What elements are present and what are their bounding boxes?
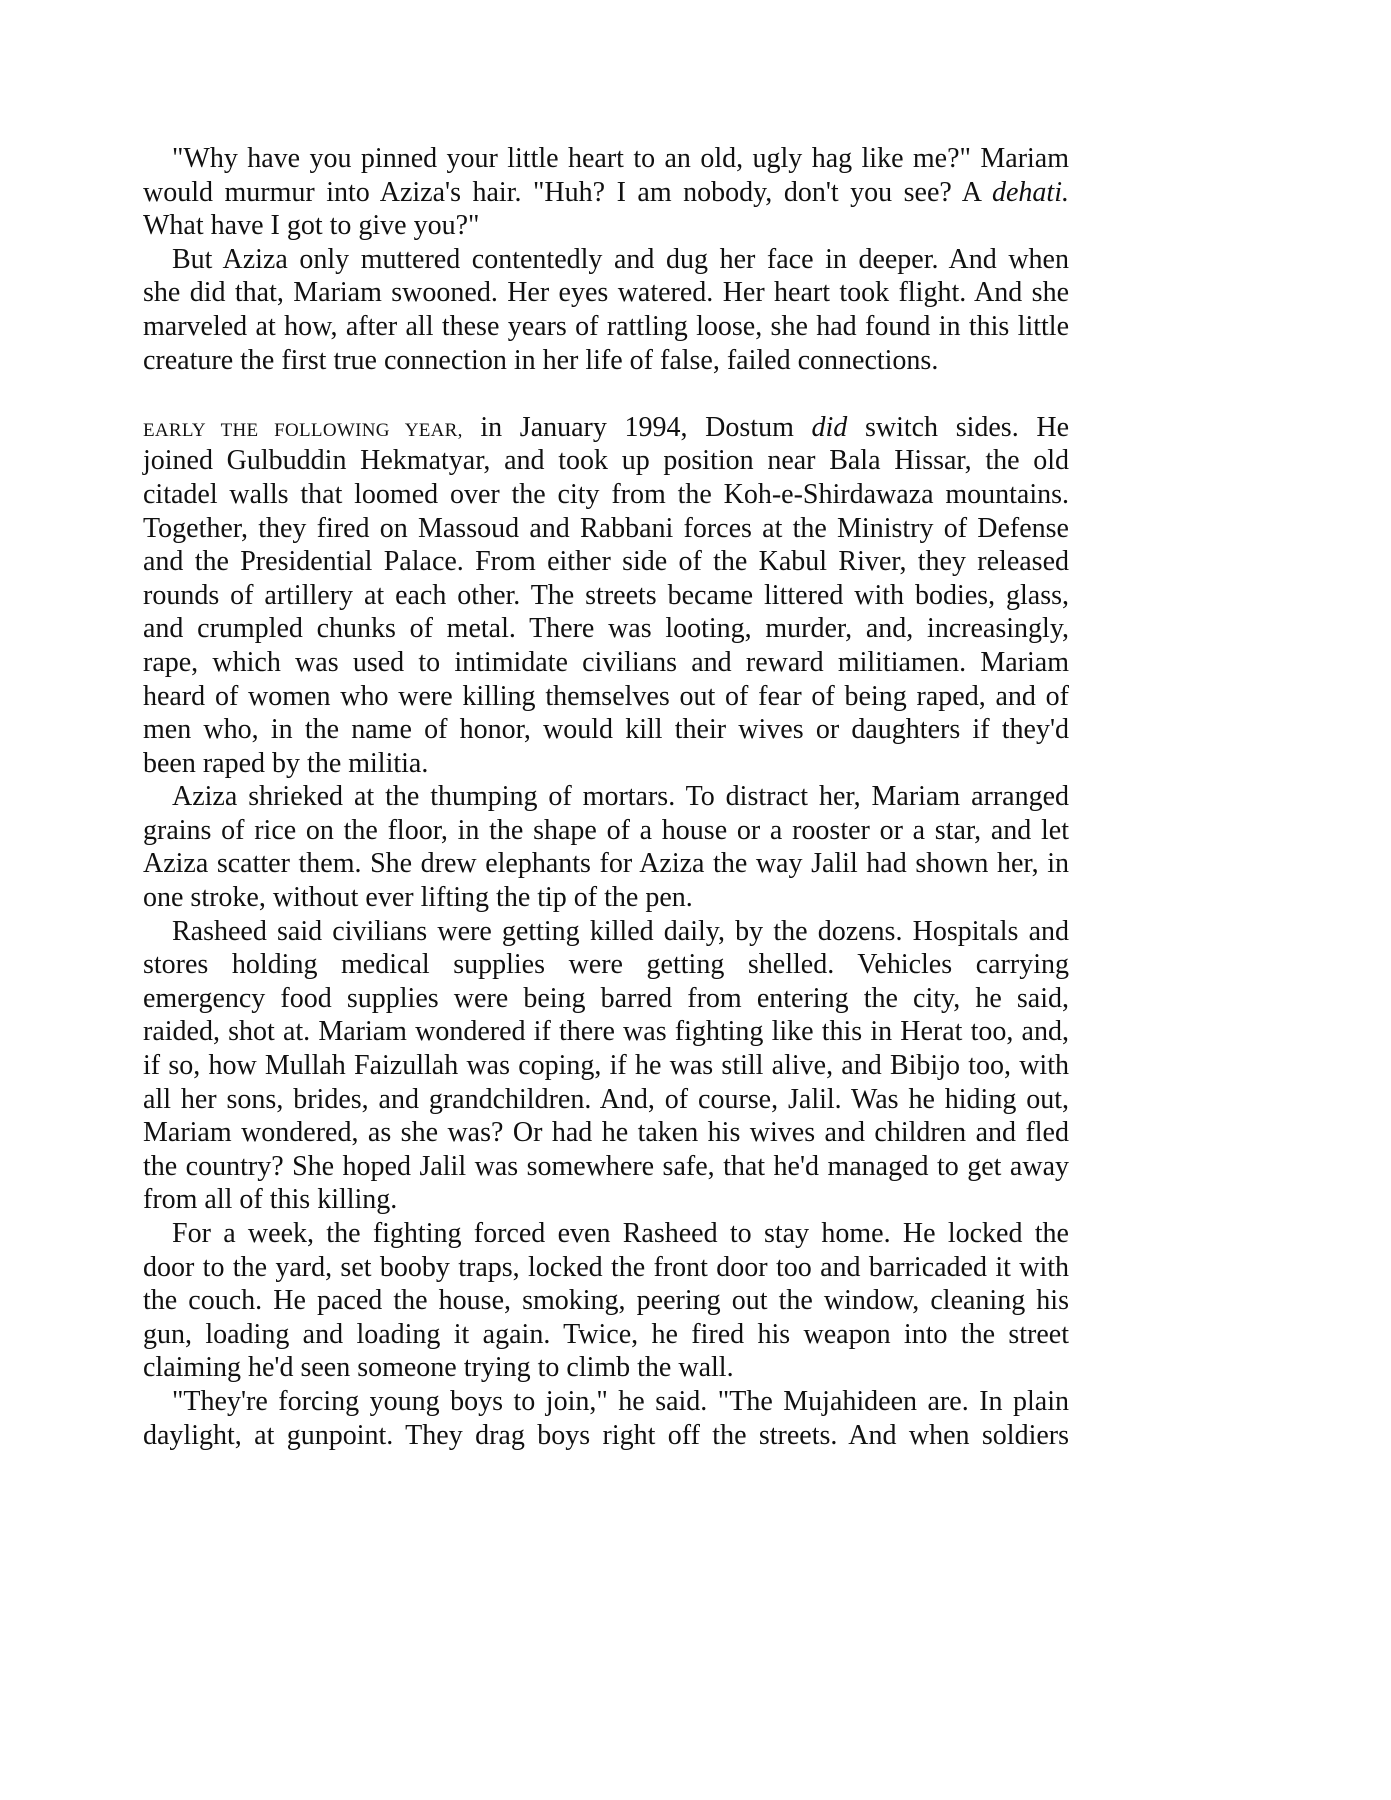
text-line [143,1419,1069,1453]
text-line [143,1217,1069,1251]
paragraph [143,1385,1069,1452]
text-line [143,1015,1069,1049]
text-segment: from all of this killing. [143,1184,398,1216]
text-segment: gun, loading and loading it again. Twice, he fired his weapon into the street [143,1318,1069,1350]
text-line [143,780,1069,814]
paragraph [143,780,1069,914]
text-segment: claiming he'd seen someone trying to climb the wall. [143,1352,734,1384]
text-line [143,344,1069,378]
text-line [143,1284,1069,1318]
italic-text: dehati. [992,176,1069,208]
text-segment: she did that, Mariam swooned. Her eyes watered. Her heart took flight. And she [143,277,1069,309]
text-segment: creature the first true connection in her life of false, failed connections. [143,344,939,376]
text-segment: one stroke, without ever lifting the tip of the pen. [143,882,693,914]
text-line [143,478,1069,512]
text-segment: Rasheed said civilians were getting killed daily, by the dozens. Hospitals and [172,915,1069,947]
paragraph [143,915,1069,1217]
book-page-text [143,142,1069,1452]
paragraph [143,411,1069,781]
text-segment: daylight, at gunpoint. They drag boys right off the streets. And when soldiers [143,1419,1069,1451]
text-line [143,444,1069,478]
text-segment: grains of rice on the floor, in the shape of a house or a rooster or a star, and let [143,814,1069,846]
text-line [143,243,1069,277]
text-segment: joined Gulbuddin Hekmatyar, and took up position near Bala Hissar, the old [143,445,1069,477]
text-segment: citadel walls that loomed over the city from the Koh-e-Shirdawaza mountains. [143,478,1069,510]
text-line [143,948,1069,982]
text-line [143,1385,1069,1419]
text-segment: raided, shot at. Mariam wondered if there was fighting like this in Herat too, and, [143,1016,1069,1048]
text-line [143,209,1069,243]
text-line [143,982,1069,1016]
text-line [143,579,1069,613]
text-line [143,545,1069,579]
text-line [143,1318,1069,1352]
text-segment: switch sides. He [847,411,1070,443]
text-segment: emergency food supplies were being barred from entering the city, he said, [143,982,1069,1014]
text-line [143,1049,1069,1083]
text-line [143,847,1069,881]
text-segment: door to the yard, set booby traps, locked the front door too and barricaded it with [143,1251,1069,1283]
text-line [143,915,1069,949]
text-line [143,1083,1069,1117]
text-segment: "Why have you pinned your little heart to an old, ugly hag like me?" Mariam [172,143,1069,174]
text-line [143,646,1069,680]
text-segment: For a week, the fighting forced even Rasheed to stay home. He locked the [172,1218,1069,1249]
text-line [143,881,1069,915]
text-segment: if so, how Mullah Faizullah was coping, if he was still alive, and Bibijo too, with [143,1050,1069,1082]
text-segment: the country? She hoped Jalil was somewhere safe, that he'd managed to get away [143,1150,1069,1182]
text-segment: and the Presidential Palace. From either side of the Kabul River, they released [143,546,1069,578]
text-segment: and crumpled chunks of metal. There was looting, murder, and, increasingly, [143,613,1069,645]
text-line [143,1351,1069,1385]
text-line [143,612,1069,646]
section-break [143,377,1069,411]
text-segment: stores holding medical supplies were getting shelled. Vehicles carrying [143,949,1069,981]
text-line [143,814,1069,848]
text-segment: rape, which was used to intimidate civilians and reward militiamen. Mariam [143,646,1069,678]
paragraph [143,1217,1069,1385]
text-segment: But Aziza only muttered contentedly and dug her face in deeper. And when [172,243,1069,275]
text-line [143,1183,1069,1217]
text-segment: What have I got to give you?" [143,210,480,242]
text-line [143,680,1069,714]
text-segment: heard of women who were killing themselves out of fear of being raped, and of [143,680,1069,712]
small-caps-text: EARLY THE FOLLOWING YEAR, [143,419,463,441]
text-segment: in January 1994, Dostum [462,411,812,443]
text-segment: Together, they fired on Massoud and Rabbani forces at the Ministry of Defense [143,512,1069,544]
text-line [143,1116,1069,1150]
text-segment: the couch. He paced the house, smoking, peering out the window, cleaning his [143,1285,1069,1317]
text-segment: Mariam wondered, as she was? Or had he taken his wives and children and fled [143,1117,1069,1149]
paragraph [143,243,1069,377]
text-line [143,310,1069,344]
text-line [143,512,1069,546]
text-segment: Aziza scatter them. She drew elephants for Aziza the way Jalil had shown her, in [143,848,1069,880]
text-line [143,1150,1069,1184]
text-line [143,176,1069,210]
italic-text: did [811,411,848,443]
text-segment: marveled at how, after all these years of rattling loose, she had found in this little [143,310,1069,342]
text-segment: all her sons, brides, and grandchildren. And, of course, Jalil. Was he hiding out, [143,1083,1069,1115]
text-segment: "They're forcing young boys to join," he said. "The Mujahideen are. In plain [172,1385,1069,1417]
text-segment: been raped by the militia. [143,747,429,779]
paragraph [143,142,1069,243]
text-line [143,276,1069,310]
text-line [143,747,1069,781]
text-segment: rounds of artillery at each other. The streets became littered with bodies, glass, [143,579,1069,611]
text-line [143,142,1069,176]
text-segment: Aziza shrieked at the thumping of mortars. To distract her, Mariam arranged [172,781,1069,813]
text-segment: would murmur into Aziza's hair. "Huh? I am nobody, don't you see? A [143,176,992,208]
text-line [143,411,1069,445]
text-segment: men who, in the name of honor, would kill their wives or daughters if they'd [143,714,1069,746]
text-line [143,713,1069,747]
text-line [143,1251,1069,1285]
